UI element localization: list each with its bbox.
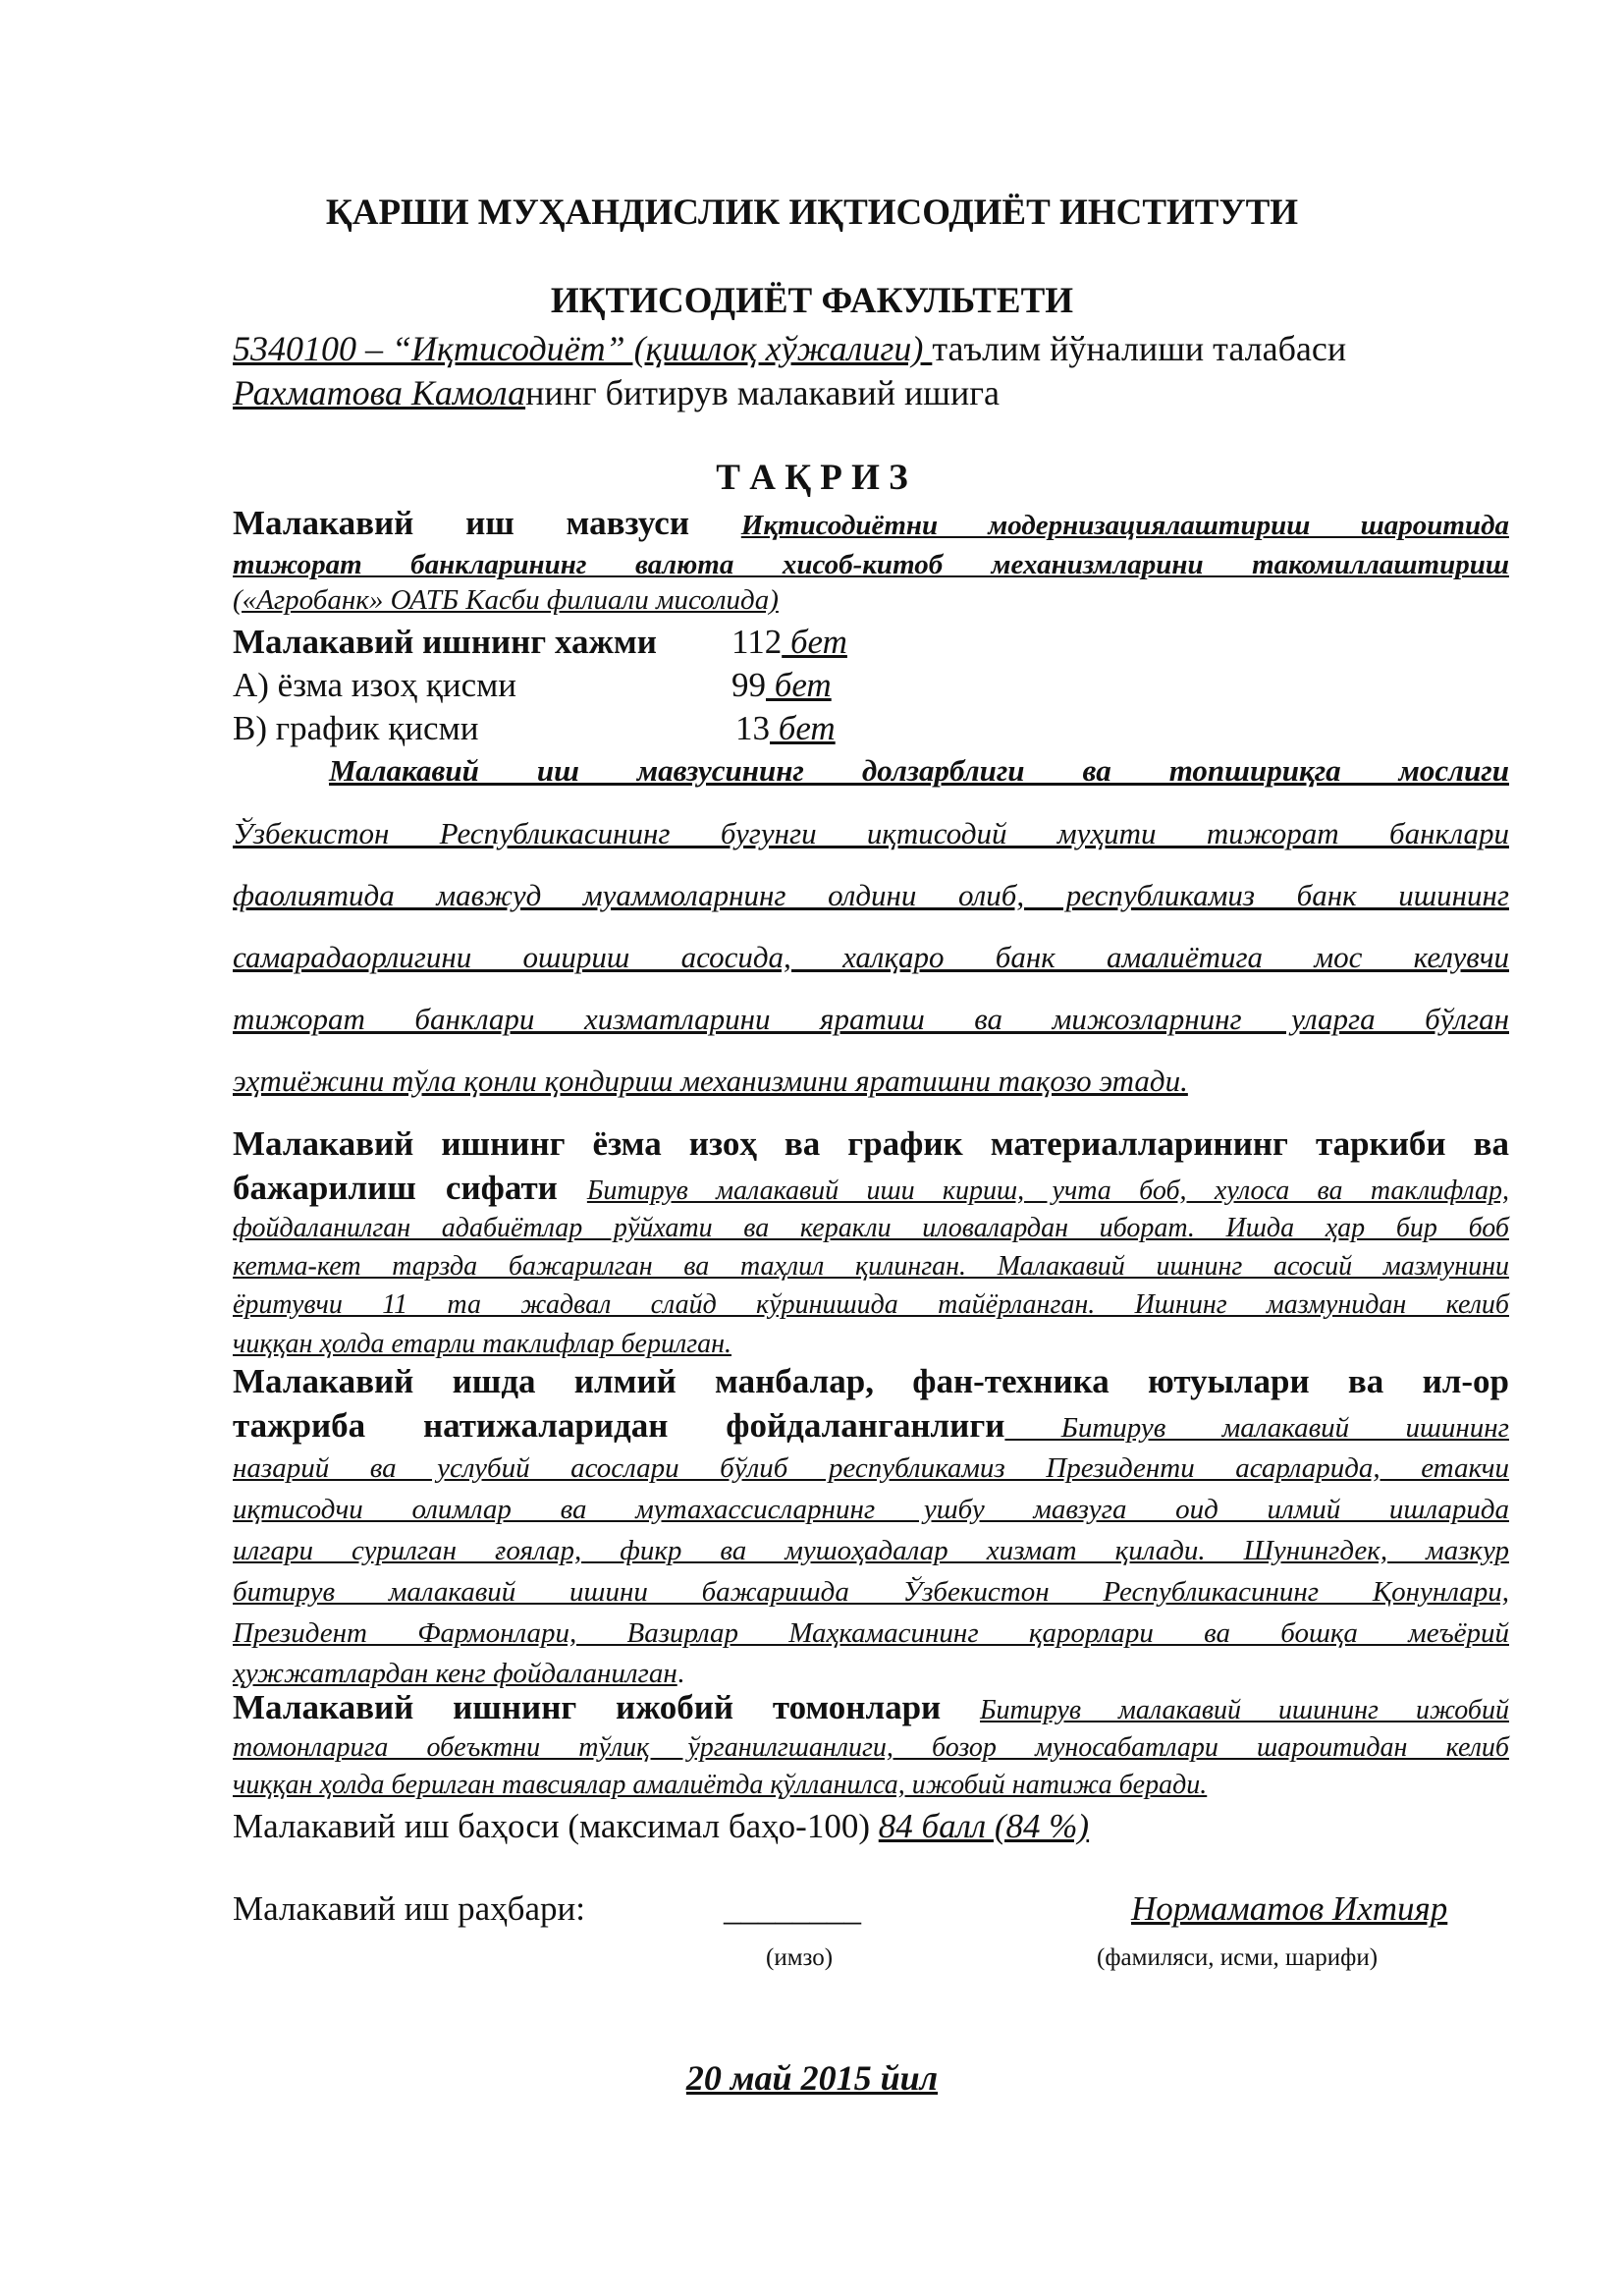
relevance-line-2: фаолиятида мавжуд муаммоларнинг олдини олиб, республикамиз банк ишининг xyxy=(233,878,1509,912)
signature-line xyxy=(233,1887,1509,1931)
document-date: 20 май 2015 йил xyxy=(685,2058,939,2098)
signature-blank: ________ xyxy=(724,1889,861,1928)
composition-line-4: ёритувчи 11 та жадвал слайд кўринишида тайёрланган. Ишнинг мазмунидан келиб xyxy=(233,1289,1509,1320)
topic-label: Малакавий иш мавзуси xyxy=(233,504,741,542)
topic-line-2 xyxy=(233,546,1509,583)
institute-title: ҚАРШИ МУҲАНДИСЛИК ИҚТИСОДИЁТ ИНСТИТУТИ xyxy=(325,192,1299,233)
direction-line xyxy=(233,327,1509,371)
review-title: Т А Қ Р И З xyxy=(716,458,908,498)
composition-label-2: бажарилиш сифати xyxy=(233,1169,587,1207)
sources-line-1 xyxy=(233,1404,1509,1449)
sources-line-4: илгари сурилган ғоялар, фикр ва мушоҳадалар хизмат қилади. Шунингдек, мазкур xyxy=(233,1535,1509,1566)
student-suffix: нинг битирув малакавий ишига xyxy=(525,373,1000,412)
sources-line-3: иқтисодчи олимлар ва мутахассисларнинг ушбу мавзуга оид илмий ишларида xyxy=(233,1494,1509,1525)
relevance-line-4: тижорат банклари хизматларини яратиш ва мижозларнинг уларга бўлган xyxy=(233,1002,1509,1036)
written-pages: 99 xyxy=(731,666,766,704)
positives-line-1 xyxy=(233,1686,1509,1732)
composition-label-1: Малакавий ишнинг ёзма изоҳ ва график материалларининг таркиби ва xyxy=(233,1124,1509,1163)
written-label: А) ёзма изоҳ қисми xyxy=(233,666,516,704)
composition-line-3: кетма-кет тарзда бажарилган ва таҳлил қилинган. Малакавий ишнинг асосий мазмунини xyxy=(233,1251,1509,1282)
composition-text-1: Битирув малакавий иши кириш, учта боб, хулоса ва таклифлар, xyxy=(586,1175,1509,1206)
name-caption: (фамиляси, исми, шарифи) xyxy=(1097,1944,1379,1971)
sources-end: . xyxy=(677,1658,684,1689)
topic-text-3: («Агробанк» ОАТБ Касби филиали мисолида) xyxy=(233,584,779,616)
graphic-pages: 13 xyxy=(735,709,770,747)
sources-label-2: тажриба натижаларидан фойдаланганлиги xyxy=(233,1406,1005,1445)
faculty-title: ИҚТИСОДИЁТ ФАКУЛЬТЕТИ xyxy=(550,281,1074,321)
direction-code: 5340100 – “Иқтисодиёт” (қишлоқ хўжалиги) xyxy=(233,329,933,368)
supervisor-name: Нормаматов Ихтияр xyxy=(1131,1889,1448,1928)
student-line xyxy=(233,371,1509,415)
graphic-line xyxy=(233,707,1509,750)
positives-label: Малакавий ишнинг ижобий томонлари xyxy=(233,1688,981,1726)
sources-line-2: назарий ва услубий асослари бўлиб республикамиз Президенти асарларида, етакчи xyxy=(233,1452,1509,1484)
sources-line-5: битирув малакавий ишини бажаришда Ўзбекистон Республикасининг Қонунлари, xyxy=(233,1576,1509,1608)
relevance-line-5: эҳтиёжини тўла қонли қондириш механизмини яратишни тақозо этади. xyxy=(233,1064,1188,1098)
topic-text-1: Иқтисодиётни модернизациялаштириш шароитида xyxy=(740,510,1509,541)
composition-line-2: фойдаланилган адабиётлар рўйхати ва керакли иловалардан иборат. Ишда ҳар бир боб xyxy=(233,1213,1509,1243)
direction-suffix: таълим йўналиши талабаси xyxy=(932,329,1347,368)
grade-label: Малакавий иш баҳоси (максимал баҳо-100) xyxy=(233,1807,879,1845)
supervisor-label: Малакавий иш раҳбари: xyxy=(233,1889,585,1928)
grade-line xyxy=(233,1805,1509,1848)
sources-text-7: ҳужжатлардан кенг фойдаланилган xyxy=(233,1658,677,1689)
graphic-label: В) график қисми xyxy=(233,709,479,747)
grade-value: 84 балл (84 %) xyxy=(878,1807,1090,1845)
relevance-heading-text: Малакавий иш мавзусининг долзарблиги ва топшириқга мослиги xyxy=(329,753,1509,788)
volume-label: Малакавий ишнинг хажми xyxy=(233,623,657,661)
sources-label-1: Малакавий ишда илмий манбалар, фан-техника ютуылари ва ил-ор xyxy=(233,1362,1509,1400)
topic-text-2: тижорат банкларининг валюта хисоб-китоб механизмларини такомиллаштириш xyxy=(233,549,1509,580)
relevance-line-1: Ўзбекистон Республикасининг бугунги иқтисодий муҳити тижорат банклари xyxy=(233,816,1509,850)
composition-line-1 xyxy=(233,1167,1509,1213)
sign-caption: (имзо) xyxy=(766,1944,834,1971)
relevance-heading xyxy=(329,750,1509,792)
positives-line-2: томонларига обеъктни тўлиқ ўрганилгшанлиги, бозор муносабатлари шароитидан келиб xyxy=(233,1732,1509,1763)
sources-text-1: Битирув малакавий ишининг xyxy=(1004,1412,1509,1444)
topic-line-3 xyxy=(233,581,1509,619)
volume-total-unit: бет xyxy=(782,623,847,661)
volume-total: 112 xyxy=(731,623,783,661)
positives-text-1: Битирув малакавий ишининг ижобий xyxy=(980,1695,1509,1725)
graphic-unit: бет xyxy=(770,709,836,747)
written-line xyxy=(233,664,1509,707)
volume-line xyxy=(233,621,1509,664)
composition-line-5: чиққан ҳолда етарли таклифлар берилган. xyxy=(233,1329,732,1359)
written-unit: бет xyxy=(766,666,832,704)
sources-line-6: Президент Фармонлари, Вазирлар Маҳкамасининг қарорлари ва бошқа меъёрий xyxy=(233,1617,1509,1649)
relevance-line-3: самарадаорлигини ошириш асосида, халқаро банк амалиётига мос келувчи xyxy=(233,940,1509,974)
topic-line-1 xyxy=(233,504,1509,545)
positives-line-3: чиққан ҳолда берилган тавсиялар амалиётда қўлланилса, ижобий натижа беради. xyxy=(233,1770,1208,1800)
student-name: Рахматова Камола xyxy=(233,373,526,412)
